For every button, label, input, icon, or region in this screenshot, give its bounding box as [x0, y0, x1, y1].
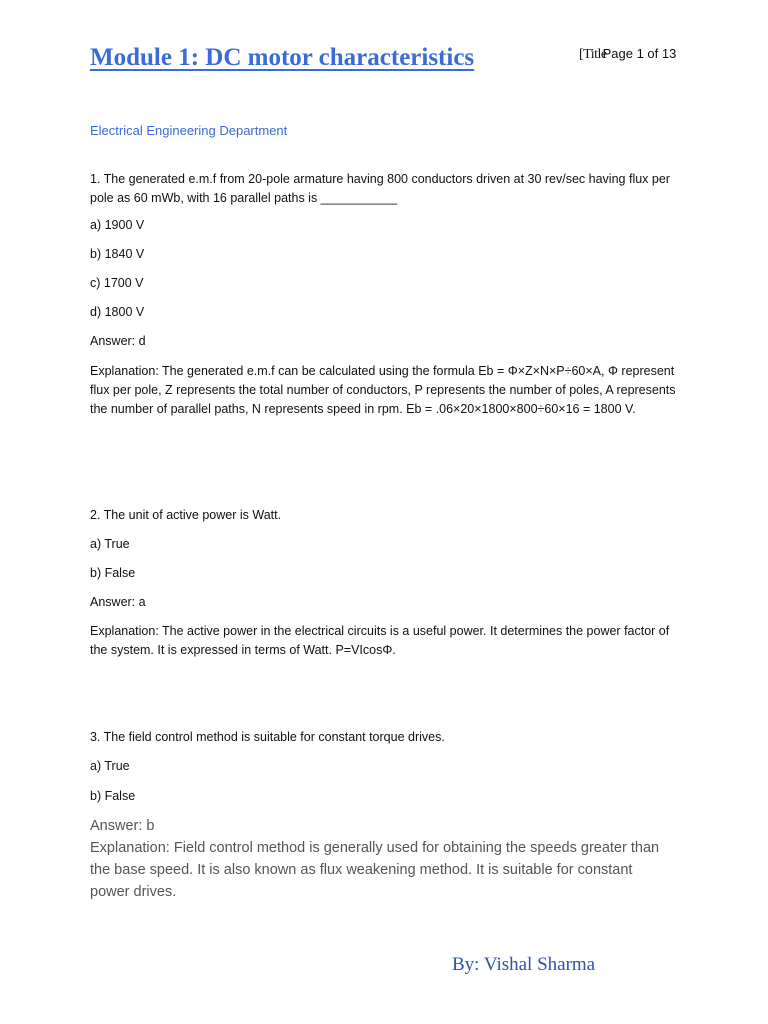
title-placeholder: [Title: [579, 47, 607, 62]
department-heading: Electrical Engineering Department: [90, 123, 288, 138]
question-1-option-d: d) 1800 V: [90, 305, 145, 319]
question-2-text: 2. The unit of active power is Watt.: [90, 508, 282, 522]
header-page-info: [579, 46, 676, 63]
question-3-explanation: Explanation: Field control method is generally used for obtaining the speeds greater than the base speed. It is also known as flux weakening method. It is suitable for constant power drives.: [90, 840, 660, 900]
question-3-text: 3. The field control method is suitable for constant torque drives.: [90, 730, 445, 744]
question-1-option-c: c) 1700 V: [90, 276, 144, 290]
question-3-option-b: b) False: [90, 789, 136, 803]
question-1-explanation: Explanation: The generated e.m.f can be calculated using the formula Eb = Φ×Z×N×P÷60×A, Φ represent flux per pole, Z represents the total number of conductors, P represents the number of poles, A represents the number of parallel paths, N represents speed in rpm. Eb = .06×20×1800×800÷60×16 = 1800 V.: [90, 364, 676, 416]
question-1-option-b: b) 1840 V: [90, 247, 145, 261]
question-1-option-a: a) 1900 V: [90, 218, 145, 232]
question-1-answer: Answer: d: [90, 334, 146, 348]
author-footer: By: Vishal Sharma: [452, 954, 596, 975]
question-2-explanation: Explanation: The active power in the electrical circuits is a useful power. It determines the power factor of the system. It is expressed in terms of Watt. P=VIcosΦ.: [90, 624, 670, 657]
question-2-option-b: b) False: [90, 566, 136, 580]
question-1-text: 1. The generated e.m.f from 20-pole armature having 800 conductors driven at 30 rev/sec having flux per pole as 60 mWb, with 16 parallel paths is ___________: [90, 172, 670, 205]
question-2-answer: Answer: a: [90, 595, 146, 609]
page-number: Page 1 of 13: [602, 46, 677, 61]
page-title: Module 1: DC motor characteristics: [90, 44, 475, 71]
question-3-option-a: a) True: [90, 759, 130, 773]
question-3-answer: Answer: b: [90, 818, 155, 834]
question-2-option-a: a) True: [90, 537, 130, 551]
